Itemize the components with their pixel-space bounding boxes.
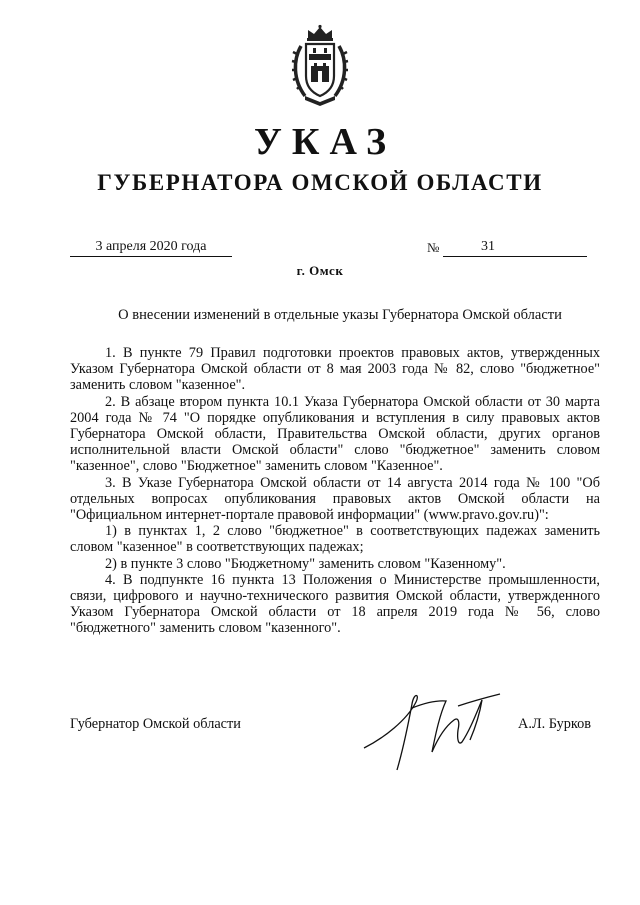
handwritten-signature-icon — [362, 686, 504, 778]
decree-number: 31 — [443, 238, 587, 257]
city: г. Омск — [296, 263, 344, 278]
decree-subtitle: ГУБЕРНАТОРА ОМСКОЙ ОБЛАСТИ — [97, 170, 543, 195]
signatory-name: А.Л. Бурков — [518, 716, 592, 732]
decree-subject: О внесении изменений в отдельные указы Губернатора Омской области — [118, 307, 562, 323]
paragraph: 3. В Указе Губернатора Омской области от 14 августа 2014 года № 100 "Об отдельных вопросах опубликования правовых актов Омской области на "Официальном интернет-портале правовой информации" (www.pravo.gov.ru)": — [70, 474, 600, 524]
decree-body — [70, 345, 600, 637]
paragraph: 2) в пункте 3 слово "Бюджетному" заменить словом "Казенному". — [105, 555, 506, 572]
paragraph: 1) в пунктах 1, 2 слово "бюджетное" в соответствующих падежах заменить словом "казенное" в соответствующих падежах; — [70, 523, 600, 556]
decree-title: УКАЗ — [254, 121, 396, 163]
decree-date: 3 апреля 2020 года — [70, 238, 232, 257]
paragraph: 2. В абзаце втором пункта 10.1 Указа Губернатора Омской области от 30 марта 2004 года № 74 "О порядке опубликования и вступления в силу правовых актов Губернатора Омской области, Правительства Омской области, других органов исполнительной власти Омской области" слово "бюджетное" заменить словом "казенное", слово "Бюджетное" заменить словом "Казенное". — [70, 393, 600, 475]
signatory-position: Губернатор Омской области — [70, 716, 241, 732]
omsk-coat-of-arms-icon — [291, 24, 349, 106]
paragraph: 4. В подпункте 16 пункта 13 Положения о Министерстве промышленности, связи, цифрового и научно-технического развития Омской области, утвержденного Указом Губернатора Омской области от 18 апреля 2019 года № 56, слово "бюджетного" заменить словом "казенного". — [70, 571, 600, 637]
paragraph: 1. В пункте 79 Правил подготовки проектов правовых актов, утвержденных Указом Губернатора Омской области от 8 мая 2003 года № 82, слово "бюджетное" заменить словом "казенное". — [70, 345, 600, 394]
number-label: № — [427, 240, 440, 255]
